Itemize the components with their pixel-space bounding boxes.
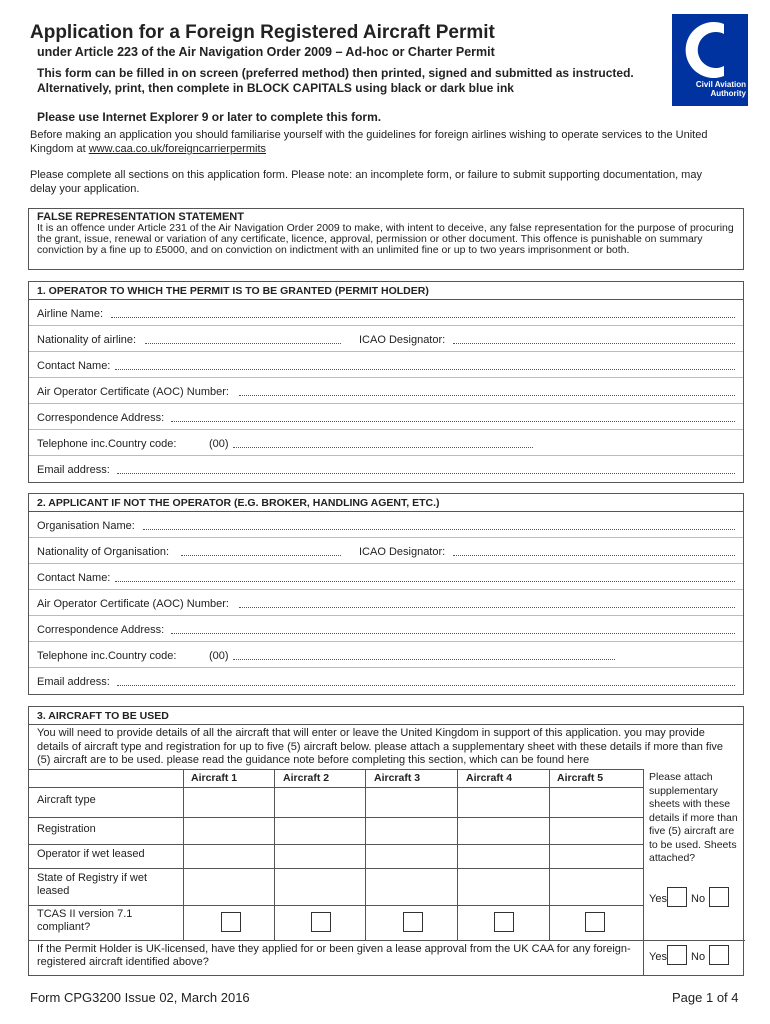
org-icao-label: ICAO Designator: <box>359 546 446 558</box>
aoc-label: Air Operator Certificate (AOC) Number: <box>37 386 229 398</box>
org-correspondence-label: Correspondence Address: <box>37 624 165 636</box>
org-name-field[interactable] <box>143 520 735 530</box>
tcas-checkbox-aircraft-4[interactable] <box>494 912 514 932</box>
org-icao-field[interactable] <box>453 546 735 556</box>
form-title: Application for a Foreign Registered Aircraft Permit <box>30 22 495 43</box>
org-aoc-label: Air Operator Certificate (AOC) Number: <box>37 598 229 610</box>
telephone-row <box>29 430 743 456</box>
org-telephone-prefix: (00) <box>209 650 229 662</box>
correspondence-row <box>29 404 743 430</box>
form-subtitle: under Article 223 of the Air Navigation Order 2009 – Ad-hoc or Charter Permit <box>37 45 495 59</box>
org-name-row <box>29 512 743 538</box>
sheets-no-label: No <box>691 893 706 905</box>
section-1-operator <box>28 281 744 483</box>
org-email-field[interactable] <box>117 676 735 686</box>
email-field[interactable] <box>117 464 735 474</box>
nationality-field[interactable] <box>145 334 341 344</box>
section-3-heading: 3. AIRCRAFT TO BE USED <box>29 707 743 725</box>
correspondence-field[interactable] <box>171 412 735 422</box>
caa-logo-text <box>676 80 746 98</box>
aoc-row <box>29 378 743 404</box>
supplementary-sheets-note: Please attach supplementary sheets with these details if more than five (5) aircraft are to be used. Sheets attached? <box>649 771 738 864</box>
org-email-label: Email address: <box>37 676 110 688</box>
logo-line-1: Civil Aviation <box>695 80 746 89</box>
org-contact-label: Contact Name: <box>37 572 111 584</box>
section-2-heading: 2. APPLICANT IF NOT THE OPERATOR (E.G. BROKER, HANDLING AGENT, ETC.) <box>29 494 743 512</box>
contact-label: Contact Name: <box>37 360 111 372</box>
false-representation-box <box>28 208 744 270</box>
nationality-row <box>29 326 743 352</box>
telephone-label: Telephone inc.Country code: <box>37 438 177 450</box>
fill-instructions: This form can be filled in on screen (preferred method) then printed, signed and submitted as instructed. Alternatively, print, then complete in BLOCK CAPITALS using black or dark blue ink <box>37 66 634 95</box>
org-correspondence-field[interactable] <box>171 624 735 634</box>
aircraft-5-header: Aircraft 5 <box>557 772 604 784</box>
aircraft-4-header: Aircraft 4 <box>466 772 513 784</box>
guidelines-link[interactable]: www.caa.co.uk/foreigncarrierpermits <box>88 143 267 155</box>
telephone-prefix: (00) <box>209 438 229 450</box>
org-telephone-field[interactable] <box>233 650 615 660</box>
lease-approval-question: If the Permit Holder is UK-licensed, have they applied for or been given a lease approval from the UK CAA for any foreign-registered aircraft identified above? <box>37 943 631 968</box>
state-registry-label: State of Registry if wet leased <box>37 872 148 897</box>
org-contact-field[interactable] <box>115 572 735 582</box>
org-telephone-label: Telephone inc.Country code: <box>37 650 177 662</box>
guidelines-paragraph <box>30 128 710 156</box>
nationality-label: Nationality of airline: <box>37 334 137 346</box>
lease-no-label: No <box>691 951 706 963</box>
tcas-checkbox-aircraft-1[interactable] <box>221 912 241 932</box>
form-identifier: Form CPG3200 Issue 02, March 2016 <box>30 990 250 1005</box>
sheets-yes-checkbox[interactable] <box>667 887 687 907</box>
page-number: Page 1 of 4 <box>672 990 739 1005</box>
org-aoc-field[interactable] <box>239 598 735 608</box>
contact-row <box>29 352 743 378</box>
icao-field[interactable] <box>453 334 735 344</box>
org-email-row <box>29 668 743 694</box>
icao-label: ICAO Designator: <box>359 334 446 346</box>
false-representation-title: FALSE REPRESENTATION STATEMENT <box>37 211 244 223</box>
org-aoc-row <box>29 590 743 616</box>
section-3-aircraft <box>28 706 744 976</box>
tcas-checkbox-aircraft-5[interactable] <box>585 912 605 932</box>
airline-name-field[interactable] <box>111 308 735 318</box>
aircraft-3-header: Aircraft 3 <box>374 772 421 784</box>
browser-note: Please use Internet Explorer 9 or later to complete this form. <box>37 110 382 124</box>
org-correspondence-row <box>29 616 743 642</box>
false-representation-text: It is an offence under Article 231 of the Air Navigation Order 2009 to make, with intent to deceive, any false representation for the purpose of procuring the grant, issue, renewal or variation of any certificate, licence, approval, permission or other document. This offence is punishable on summary conviction by a fine up to £5000, and on conviction on indictment with an unlimited fine or up to two years imprisonment or both. <box>37 222 734 256</box>
telephone-field[interactable] <box>233 438 533 448</box>
email-row <box>29 456 743 482</box>
guidelines-text: Before making an application you should familiarise yourself with the guidelines for foreign airlines wishing to operate services to the United Kingdom at <box>30 129 708 155</box>
logo-line-2: Authority <box>710 89 746 98</box>
operator-wet-leased-label: Operator if wet leased <box>37 848 145 860</box>
correspondence-label: Correspondence Address: <box>37 412 165 424</box>
org-nationality-row <box>29 538 743 564</box>
org-name-label: Organisation Name: <box>37 520 135 532</box>
airline-name-row <box>29 300 743 326</box>
airline-name-label: Airline Name: <box>37 308 104 320</box>
org-telephone-row <box>29 642 743 668</box>
aircraft-type-label: Aircraft type <box>37 794 96 806</box>
email-label: Email address: <box>37 464 110 476</box>
completion-note: Please complete all sections on this application form. Please note: an incomplete form, or failure to submit supporting documentation, may delay your application. <box>30 169 702 195</box>
registration-label: Registration <box>37 823 96 835</box>
sheets-no-checkbox[interactable] <box>709 887 729 907</box>
org-contact-row <box>29 564 743 590</box>
lease-yes-checkbox[interactable] <box>667 945 687 965</box>
section-3-intro: You will need to provide details of all the aircraft that will enter or leave the United Kingdom in support of this application. you may provide details of aircraft type and registration for up to five (5) aircraft below. please attach a supplementary sheet with these details if more than five (5) aircraft are to be used. please read the guidance note before completing this section, which can be found here <box>37 727 724 766</box>
org-nationality-field[interactable] <box>181 546 341 556</box>
section-2-applicant <box>28 493 744 695</box>
lease-yes-label: Yes <box>649 951 667 963</box>
section-1-heading: 1. OPERATOR TO WHICH THE PERMIT IS TO BE GRANTED (PERMIT HOLDER) <box>29 282 743 300</box>
tcas-checkbox-aircraft-3[interactable] <box>403 912 423 932</box>
contact-field[interactable] <box>115 360 735 370</box>
org-nationality-label: Nationality of Organisation: <box>37 546 170 558</box>
tcas-checkbox-aircraft-2[interactable] <box>311 912 331 932</box>
lease-no-checkbox[interactable] <box>709 945 729 965</box>
tcas-label: TCAS II version 7.1 compliant? <box>37 908 133 933</box>
aoc-field[interactable] <box>239 386 735 396</box>
aircraft-1-header: Aircraft 1 <box>191 772 238 784</box>
aircraft-2-header: Aircraft 2 <box>283 772 330 784</box>
sheets-yes-label: Yes <box>649 893 667 905</box>
